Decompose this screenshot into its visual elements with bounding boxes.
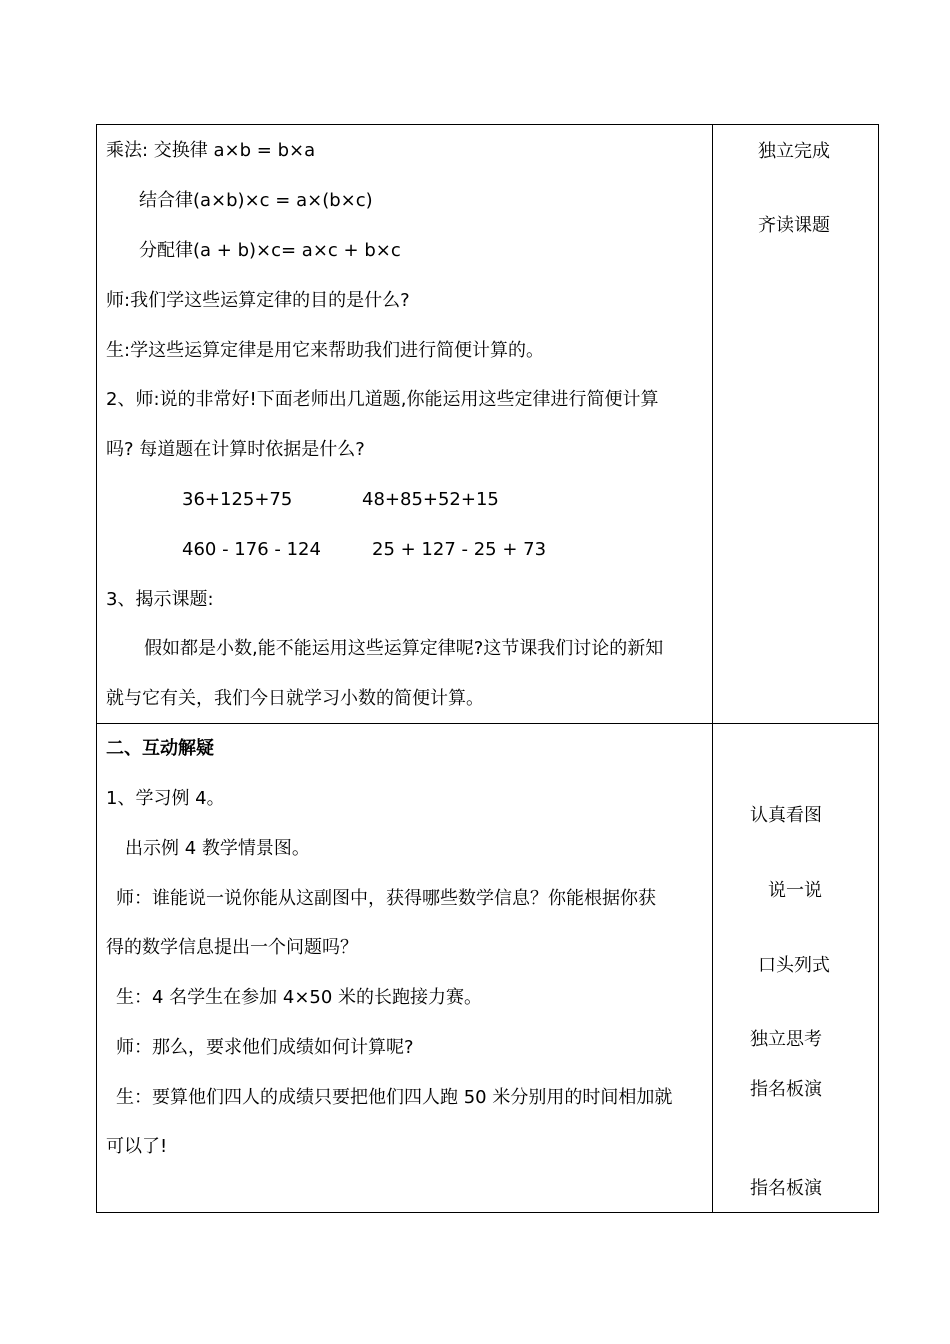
exercise-1: 36+125+75 <box>182 489 293 510</box>
task-2-line-1: 2、师:说的非常好!下面老师出几道题,你能运用这些定律进行简便计算 <box>106 389 659 410</box>
side-note-think: 独立思考 <box>750 1029 822 1050</box>
student-line-2: 生：要算他们四人的成绩只要把他们四人跑 50 米分别用的时间相加就 <box>116 1087 673 1108</box>
side-note-say: 说一说 <box>768 880 822 901</box>
example-4: 1、学习例 4。 <box>106 788 225 809</box>
teacher-question: 师:我们学这些运算定律的目的是什么? <box>106 290 410 311</box>
section-heading: 二、互动解疑 <box>106 738 214 759</box>
side-note-board-1: 指名板演 <box>750 1079 822 1100</box>
row-divider <box>97 723 878 724</box>
topic-line-1: 假如都是小数,能不能运用这些运算定律呢?这节课我们讨论的新知 <box>144 638 664 659</box>
topic-line-2: 就与它有关，我们今日就学习小数的简便计算。 <box>106 688 484 709</box>
side-note-look: 认真看图 <box>750 805 822 826</box>
column-divider <box>712 125 713 1212</box>
associative-law: 结合律(a×b)×c = a×(b×c) <box>139 190 373 211</box>
student-line-1: 生：4 名学生在参加 4×50 米的长跑接力赛。 <box>116 987 483 1008</box>
exercise-3: 460 - 176 - 124 <box>182 539 321 560</box>
commutative-law: 乘法: 交换律 a×b = b×a <box>106 140 316 161</box>
side-note-read-title: 齐读课题 <box>758 215 830 236</box>
topic-heading: 3、揭示课题: <box>106 589 214 610</box>
distributive-law: 分配律(a + b)×c= a×c + b×c <box>139 240 401 261</box>
teacher-line-3: 师：那么，要求他们成绩如何计算呢? <box>116 1037 414 1058</box>
student-line-3: 可以了! <box>106 1136 168 1157</box>
exercise-2: 48+85+52+15 <box>362 489 499 510</box>
exercise-4: 25 + 127 - 25 + 73 <box>372 539 547 560</box>
show-example: 出示例 4 教学情景图。 <box>125 838 310 859</box>
teacher-line-1: 师：谁能说一说你能从这副图中，获得哪些数学信息？你能根据你获 <box>116 888 656 909</box>
side-note-independent: 独立完成 <box>758 141 830 162</box>
student-answer: 生:学这些运算定律是用它来帮助我们进行简便计算的。 <box>106 340 545 361</box>
teacher-line-2: 得的数学信息提出一个问题吗？ <box>106 937 358 958</box>
task-2-line-2: 吗? 每道题在计算时依据是什么? <box>106 439 365 460</box>
lesson-table <box>96 124 879 1213</box>
side-note-oral: 口头列式 <box>758 955 830 976</box>
side-note-board-2: 指名板演 <box>750 1178 822 1199</box>
